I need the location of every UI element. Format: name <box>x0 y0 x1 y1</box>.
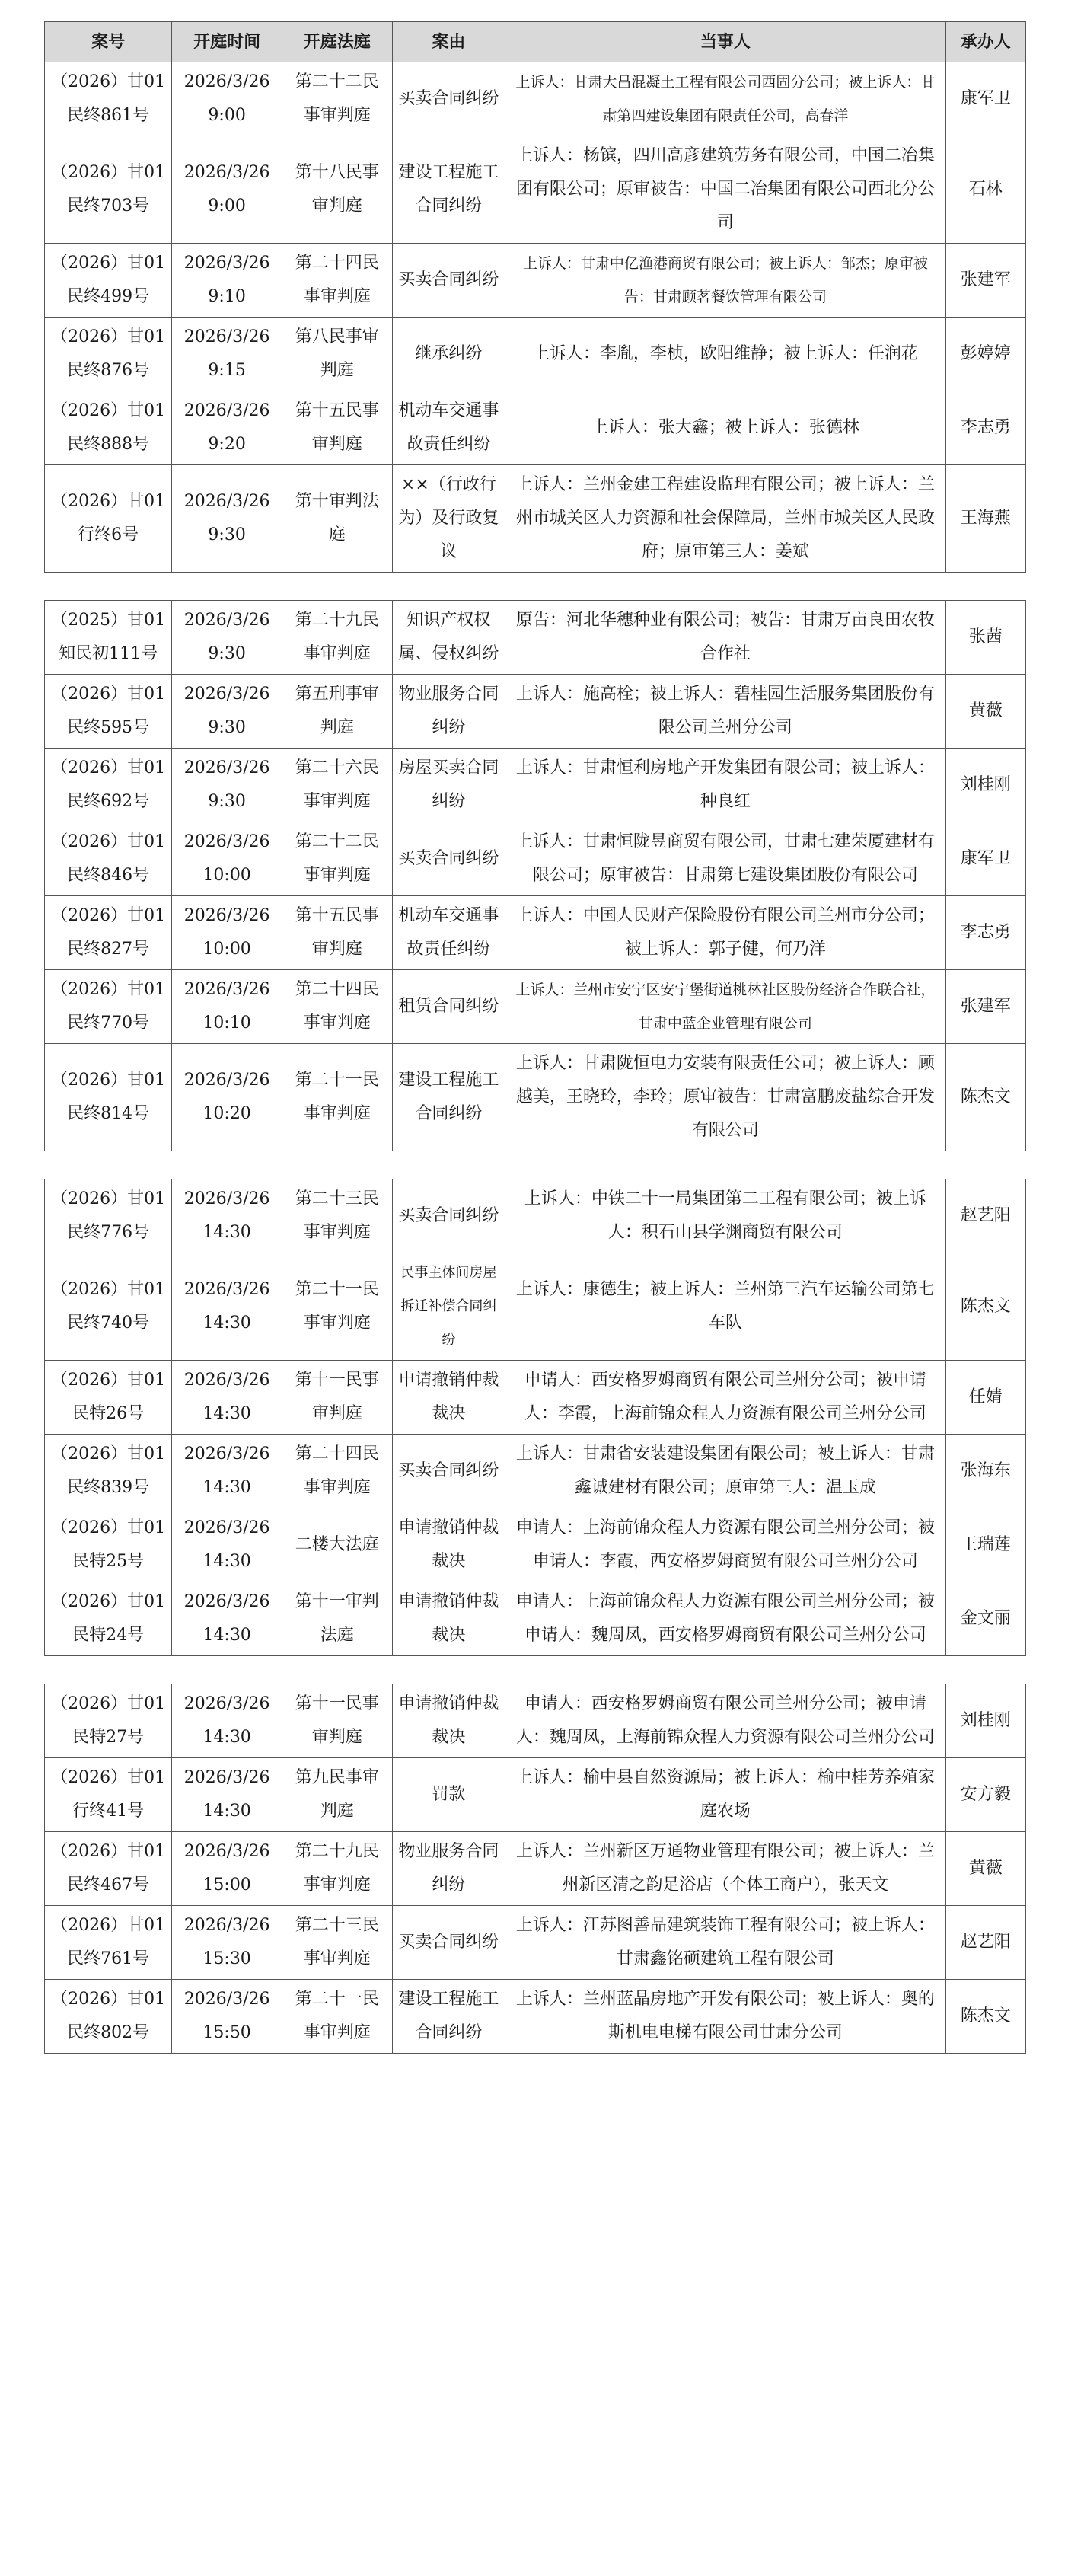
table-row <box>45 136 1026 244</box>
parties-cell: 上诉人：甘肃中亿渔港商贸有限公司；被上诉人：邹杰；原审被告：甘肃顾茗餐饮管理有限公司 <box>505 244 945 318</box>
hearing-time-cell: 2026/3/26 14:30 <box>172 1758 282 1832</box>
courtroom-cell: 第二十四民事审判庭 <box>282 1435 392 1508</box>
case-cause-cell: 租赁合同纠纷 <box>392 970 505 1044</box>
hearing-time-cell: 2026/3/26 14:30 <box>172 1684 282 1758</box>
courtroom-cell: 第十五民事审判庭 <box>282 896 392 970</box>
case-cause-cell: 民事主体间房屋拆迁补偿合同纠纷 <box>392 1253 505 1361</box>
case-cause-cell: 买卖合同纠纷 <box>392 1906 505 1980</box>
courtroom-cell: 第二十三民事审判庭 <box>282 1906 392 1980</box>
table-row <box>45 749 1026 822</box>
courtroom-cell: 第二十一民事审判庭 <box>282 1253 392 1361</box>
hearing-time-cell: 2026/3/26 15:00 <box>172 1832 282 1906</box>
judge-cell: 金文丽 <box>945 1582 1025 1656</box>
hearing-time-cell: 2026/3/26 10:20 <box>172 1044 282 1151</box>
header-cause: 案由 <box>392 22 505 62</box>
header-judge: 承办人 <box>945 22 1025 62</box>
hearing-time-cell: 2026/3/26 10:10 <box>172 970 282 1044</box>
table-row <box>45 896 1026 970</box>
hearing-table <box>44 21 1026 2054</box>
table-row <box>45 1361 1026 1435</box>
courtroom-cell: 第二十四民事审判庭 <box>282 970 392 1044</box>
table-body <box>45 62 1026 2054</box>
case-number-cell: （2026）甘01行终41号 <box>45 1758 172 1832</box>
hearing-time-cell: 2026/3/26 10:00 <box>172 896 282 970</box>
parties-cell: 申请人：西安格罗姆商贸有限公司兰州分公司；被申请人：李霞，上海前锦众程人力资源有限公司兰州分公司 <box>505 1361 945 1435</box>
courtroom-cell: 第五刑事审判庭 <box>282 675 392 749</box>
courtroom-cell: 第十一民事审判庭 <box>282 1684 392 1758</box>
table-row <box>45 62 1026 136</box>
case-cause-cell: ××（行政行为）及行政复议 <box>392 465 505 573</box>
header-time: 开庭时间 <box>172 22 282 62</box>
hearing-time-cell: 2026/3/26 9:30 <box>172 601 282 675</box>
judge-cell: 康军卫 <box>945 822 1025 896</box>
judge-cell: 康军卫 <box>945 62 1025 136</box>
hearing-time-cell: 2026/3/26 14:30 <box>172 1361 282 1435</box>
judge-cell: 李志勇 <box>945 391 1025 465</box>
hearing-time-cell: 2026/3/26 9:00 <box>172 136 282 244</box>
parties-cell: 上诉人：李胤，李桢，欧阳维静；被上诉人：任润花 <box>505 318 945 391</box>
courtroom-cell: 第二十二民事审判庭 <box>282 822 392 896</box>
hearing-time-cell: 2026/3/26 9:30 <box>172 465 282 573</box>
separator-cell <box>45 1151 1026 1179</box>
parties-cell: 申请人：西安格罗姆商贸有限公司兰州分公司；被申请人：魏周凤，上海前锦众程人力资源有限公司兰州分公司 <box>505 1684 945 1758</box>
judge-cell: 黄薇 <box>945 1832 1025 1906</box>
table-row <box>45 1906 1026 1980</box>
courtroom-cell: 第十审判法庭 <box>282 465 392 573</box>
hearing-time-cell: 2026/3/26 14:30 <box>172 1582 282 1656</box>
parties-cell: 申请人：上海前锦众程人力资源有限公司兰州分公司；被申请人：魏周凤，西安格罗姆商贸有限公司兰州分公司 <box>505 1582 945 1656</box>
judge-cell: 刘桂刚 <box>945 749 1025 822</box>
parties-cell: 上诉人：甘肃陇恒电力安装有限责任公司；被上诉人：顾越美，王晓玲，李玲；原审被告：甘肃富鹏废盐综合开发有限公司 <box>505 1044 945 1151</box>
case-number-cell: （2026）甘01民终888号 <box>45 391 172 465</box>
case-cause-cell: 机动车交通事故责任纠纷 <box>392 896 505 970</box>
case-cause-cell: 买卖合同纠纷 <box>392 1179 505 1253</box>
case-cause-cell: 买卖合同纠纷 <box>392 822 505 896</box>
case-cause-cell: 建设工程施工合同纠纷 <box>392 1044 505 1151</box>
case-number-cell: （2026）甘01民特25号 <box>45 1508 172 1582</box>
case-cause-cell: 继承纠纷 <box>392 318 505 391</box>
courtroom-cell: 第二十三民事审判庭 <box>282 1179 392 1253</box>
courtroom-cell: 第十一审判法庭 <box>282 1582 392 1656</box>
case-number-cell: （2025）甘01知民初111号 <box>45 601 172 675</box>
case-number-cell: （2026）甘01民终876号 <box>45 318 172 391</box>
hearing-time-cell: 2026/3/26 9:30 <box>172 749 282 822</box>
case-cause-cell: 申请撤销仲裁裁决 <box>392 1582 505 1656</box>
judge-cell: 石林 <box>945 136 1025 244</box>
courtroom-cell: 第十八民事审判庭 <box>282 136 392 244</box>
case-cause-cell: 申请撤销仲裁裁决 <box>392 1361 505 1435</box>
judge-cell: 张海东 <box>945 1435 1025 1508</box>
hearing-time-cell: 2026/3/26 14:30 <box>172 1253 282 1361</box>
case-cause-cell: 机动车交通事故责任纠纷 <box>392 391 505 465</box>
table-row <box>45 1582 1026 1656</box>
parties-cell: 上诉人：甘肃省安装建设集团有限公司；被上诉人：甘肃鑫诚建材有限公司；原审第三人：温玉成 <box>505 1435 945 1508</box>
hearing-time-cell: 2026/3/26 9:10 <box>172 244 282 318</box>
judge-cell: 李志勇 <box>945 896 1025 970</box>
courtroom-cell: 第二十一民事审判庭 <box>282 1980 392 2054</box>
case-cause-cell: 买卖合同纠纷 <box>392 62 505 136</box>
parties-cell: 上诉人：兰州市安宁区安宁堡街道桃林社区股份经济合作联合社，甘肃中蓝企业管理有限公司 <box>505 970 945 1044</box>
judge-cell: 任婧 <box>945 1361 1025 1435</box>
parties-cell: 申请人：上海前锦众程人力资源有限公司兰州分公司；被申请人：李霞，西安格罗姆商贸有限公司兰州分公司 <box>505 1508 945 1582</box>
group-separator <box>45 1656 1026 1684</box>
case-number-cell: （2026）甘01民终770号 <box>45 970 172 1044</box>
hearing-time-cell: 2026/3/26 14:30 <box>172 1179 282 1253</box>
header-court: 开庭法庭 <box>282 22 392 62</box>
table-row <box>45 1684 1026 1758</box>
case-number-cell: （2026）甘01民终802号 <box>45 1980 172 2054</box>
parties-cell: 上诉人：兰州新区万通物业管理有限公司；被上诉人：兰州新区清之韵足浴店（个体工商户），张天文 <box>505 1832 945 1906</box>
table-row <box>45 822 1026 896</box>
case-number-cell: （2026）甘01行终6号 <box>45 465 172 573</box>
hearing-time-cell: 2026/3/26 10:00 <box>172 822 282 896</box>
case-number-cell: （2026）甘01民终839号 <box>45 1435 172 1508</box>
judge-cell: 张建军 <box>945 244 1025 318</box>
table-row <box>45 244 1026 318</box>
judge-cell: 赵艺阳 <box>945 1179 1025 1253</box>
case-cause-cell: 建设工程施工合同纠纷 <box>392 1980 505 2054</box>
parties-cell: 上诉人：兰州蓝晶房地产开发有限公司；被上诉人：奥的斯机电电梯有限公司甘肃分公司 <box>505 1980 945 2054</box>
judge-cell: 赵艺阳 <box>945 1906 1025 1980</box>
hearing-time-cell: 2026/3/26 15:30 <box>172 1906 282 1980</box>
judge-cell: 陈杰文 <box>945 1044 1025 1151</box>
parties-cell: 上诉人：施高栓；被上诉人：碧桂园生活服务集团股份有限公司兰州分公司 <box>505 675 945 749</box>
case-cause-cell: 申请撤销仲裁裁决 <box>392 1508 505 1582</box>
case-number-cell: （2026）甘01民终467号 <box>45 1832 172 1906</box>
case-number-cell: （2026）甘01民终740号 <box>45 1253 172 1361</box>
parties-cell: 上诉人：杨镔，四川高彦建筑劳务有限公司，中国二冶集团有限公司；原审被告：中国二冶集团有限公司西北分公司 <box>505 136 945 244</box>
case-cause-cell: 买卖合同纠纷 <box>392 1435 505 1508</box>
case-number-cell: （2026）甘01民终499号 <box>45 244 172 318</box>
case-number-cell: （2026）甘01民特24号 <box>45 1582 172 1656</box>
table-row <box>45 391 1026 465</box>
case-cause-cell: 买卖合同纠纷 <box>392 244 505 318</box>
parties-cell: 上诉人：兰州金建工程建设监理有限公司；被上诉人：兰州市城关区人力资源和社会保障局，兰州市城关区人民政府；原审第三人：姜斌 <box>505 465 945 573</box>
judge-cell: 王瑞莲 <box>945 1508 1025 1582</box>
separator-cell <box>45 1656 1026 1684</box>
hearing-time-cell: 2026/3/26 9:20 <box>172 391 282 465</box>
group-separator <box>45 573 1026 601</box>
judge-cell: 黄薇 <box>945 675 1025 749</box>
table-row <box>45 1980 1026 2054</box>
table-row <box>45 1253 1026 1361</box>
case-number-cell: （2026）甘01民终814号 <box>45 1044 172 1151</box>
parties-cell: 上诉人：甘肃大昌混凝土工程有限公司西固分公司；被上诉人：甘肃第四建设集团有限责任公司，高春洋 <box>505 62 945 136</box>
table-header <box>45 22 1026 62</box>
case-cause-cell: 物业服务合同纠纷 <box>392 1832 505 1906</box>
hearing-time-cell: 2026/3/26 9:00 <box>172 62 282 136</box>
case-number-cell: （2026）甘01民特26号 <box>45 1361 172 1435</box>
table-row <box>45 1435 1026 1508</box>
case-number-cell: （2026）甘01民终692号 <box>45 749 172 822</box>
header-case-no: 案号 <box>45 22 172 62</box>
parties-cell: 上诉人：康德生；被上诉人：兰州第三汽车运输公司第七车队 <box>505 1253 945 1361</box>
hearing-time-cell: 2026/3/26 14:30 <box>172 1508 282 1582</box>
judge-cell: 张建军 <box>945 970 1025 1044</box>
judge-cell: 陈杰文 <box>945 1980 1025 2054</box>
case-number-cell: （2026）甘01民特27号 <box>45 1684 172 1758</box>
parties-cell: 上诉人：甘肃恒陇昱商贸有限公司，甘肃七建荣厦建材有限公司；原审被告：甘肃第七建设集团股份有限公司 <box>505 822 945 896</box>
parties-cell: 上诉人：甘肃恒利房地产开发集团有限公司；被上诉人：种良红 <box>505 749 945 822</box>
case-number-cell: （2026）甘01民终761号 <box>45 1906 172 1980</box>
case-cause-cell: 房屋买卖合同纠纷 <box>392 749 505 822</box>
courtroom-cell: 第十五民事审判庭 <box>282 391 392 465</box>
case-number-cell: （2026）甘01民终827号 <box>45 896 172 970</box>
case-number-cell: （2026）甘01民终703号 <box>45 136 172 244</box>
group-separator <box>45 1151 1026 1179</box>
table-row <box>45 1508 1026 1582</box>
case-cause-cell: 建设工程施工合同纠纷 <box>392 136 505 244</box>
table-row <box>45 1758 1026 1832</box>
judge-cell: 王海燕 <box>945 465 1025 573</box>
judge-cell: 陈杰文 <box>945 1253 1025 1361</box>
case-cause-cell: 物业服务合同纠纷 <box>392 675 505 749</box>
table-row <box>45 1179 1026 1253</box>
case-number-cell: （2026）甘01民终595号 <box>45 675 172 749</box>
hearing-time-cell: 2026/3/26 9:15 <box>172 318 282 391</box>
header-parties: 当事人 <box>505 22 945 62</box>
table-row <box>45 465 1026 573</box>
hearing-time-cell: 2026/3/26 15:50 <box>172 1980 282 2054</box>
courtroom-cell: 第八民事审判庭 <box>282 318 392 391</box>
case-number-cell: （2026）甘01民终776号 <box>45 1179 172 1253</box>
courtroom-cell: 第十一民事审判庭 <box>282 1361 392 1435</box>
separator-cell <box>45 573 1026 601</box>
courtroom-cell: 第二十九民事审判庭 <box>282 1832 392 1906</box>
table-row <box>45 970 1026 1044</box>
courtroom-cell: 第二十二民事审判庭 <box>282 62 392 136</box>
judge-cell: 彭婷婷 <box>945 318 1025 391</box>
case-cause-cell: 申请撤销仲裁裁决 <box>392 1684 505 1758</box>
hearing-time-cell: 2026/3/26 14:30 <box>172 1435 282 1508</box>
parties-cell: 上诉人：榆中县自然资源局；被上诉人：榆中桂芳养殖家庭农场 <box>505 1758 945 1832</box>
courtroom-cell: 二楼大法庭 <box>282 1508 392 1582</box>
judge-cell: 刘桂刚 <box>945 1684 1025 1758</box>
parties-cell: 上诉人：张大鑫；被上诉人：张德林 <box>505 391 945 465</box>
parties-cell: 上诉人：江苏图善品建筑装饰工程有限公司；被上诉人：甘肃鑫铭硕建筑工程有限公司 <box>505 1906 945 1980</box>
parties-cell: 原告：河北华穗种业有限公司；被告：甘肃万亩良田农牧合作社 <box>505 601 945 675</box>
parties-cell: 上诉人：中铁二十一局集团第二工程有限公司；被上诉人：积石山县学渊商贸有限公司 <box>505 1179 945 1253</box>
table-row <box>45 601 1026 675</box>
hearing-schedule <box>44 21 1026 2054</box>
case-cause-cell: 罚款 <box>392 1758 505 1832</box>
courtroom-cell: 第二十六民事审判庭 <box>282 749 392 822</box>
case-number-cell: （2026）甘01民终861号 <box>45 62 172 136</box>
table-row <box>45 675 1026 749</box>
courtroom-cell: 第二十一民事审判庭 <box>282 1044 392 1151</box>
table-row <box>45 1044 1026 1151</box>
table-row <box>45 318 1026 391</box>
hearing-time-cell: 2026/3/26 9:30 <box>172 675 282 749</box>
judge-cell: 安方毅 <box>945 1758 1025 1832</box>
table-row <box>45 1832 1026 1906</box>
case-cause-cell: 知识产权权属、侵权纠纷 <box>392 601 505 675</box>
courtroom-cell: 第九民事审判庭 <box>282 1758 392 1832</box>
header-row <box>45 22 1026 62</box>
parties-cell: 上诉人：中国人民财产保险股份有限公司兰州市分公司；被上诉人：郭子健，何乃洋 <box>505 896 945 970</box>
case-number-cell: （2026）甘01民终846号 <box>45 822 172 896</box>
courtroom-cell: 第二十四民事审判庭 <box>282 244 392 318</box>
courtroom-cell: 第二十九民事审判庭 <box>282 601 392 675</box>
judge-cell: 张茜 <box>945 601 1025 675</box>
